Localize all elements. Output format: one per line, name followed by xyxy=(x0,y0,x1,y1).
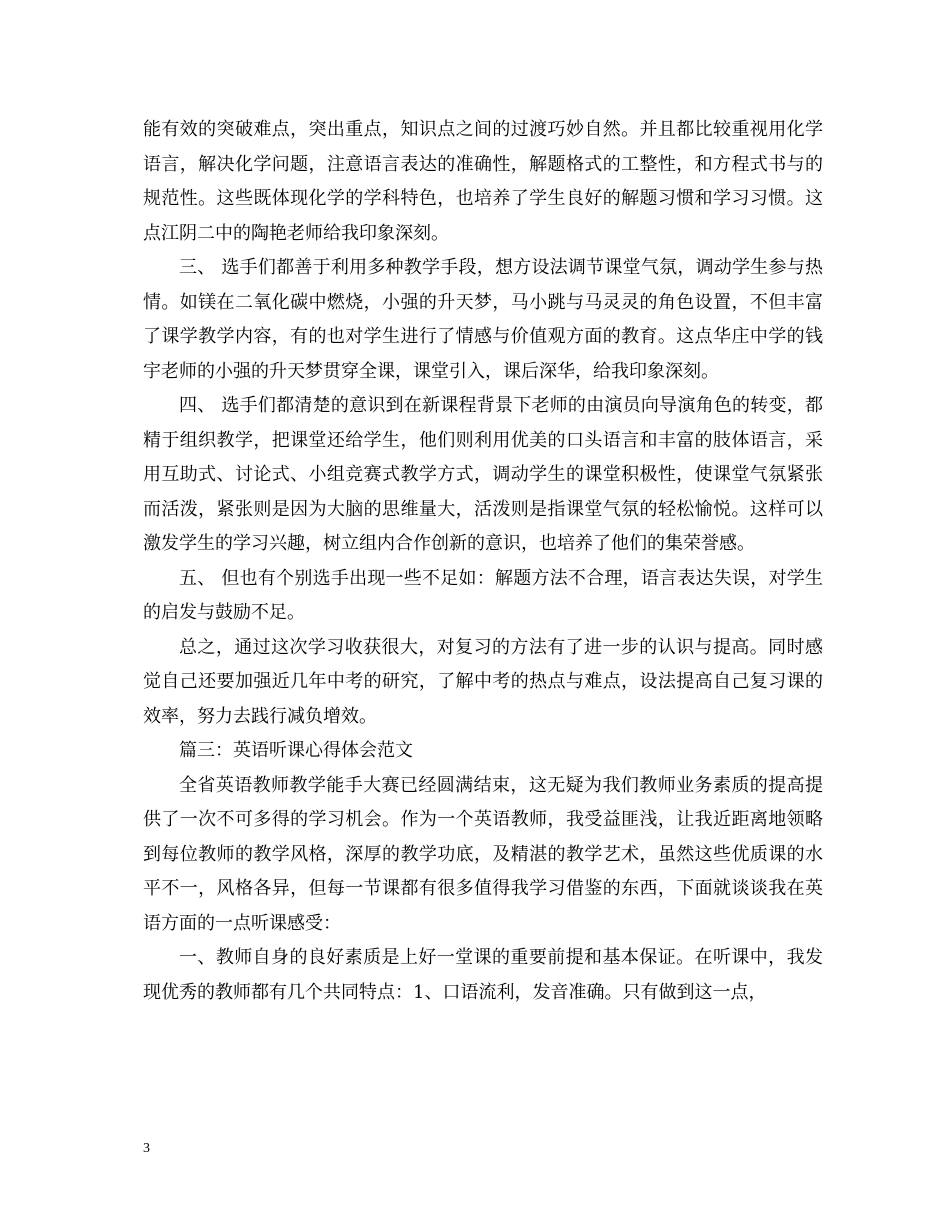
document-body xyxy=(143,113,823,1010)
paragraph-7: 全省英语教师教学能手大赛已经圆满结束，这无疑为我们教师业务素质的提高提供了一次不可多得的学习机会。作为一个英语教师，我受益匪浅，让我近距离地领略到每位教师的教学风格，深厚的教学功底，及精湛的教学艺术，虽然这些优质课的水平不一，风格各异，但每一节课都有很多值得我学习借鉴的东西，下面就谈谈我在英语方面的一点听课感受： xyxy=(143,774,823,934)
page-number: 3 xyxy=(143,1141,150,1156)
paragraph-8: 一、教师自身的良好素质是上好一堂课的重要前提和基本保证。在听课中，我发现优秀的教师都有几个共同特点：1、口语流利，发音准确。只有做到这一点， xyxy=(143,947,823,1003)
paragraph-1: 能有效的突破难点，突出重点，知识点之间的过渡巧妙自然。并且都比较重视用化学语言，解决化学问题，注意语言表达的准确性，解题格式的工整性，和方程式书与的规范性。这些既体现化学的学科特色，也培养了学生良好的解题习惯和学习习惯。这点江阴二中的陶艳老师给我印象深刻。 xyxy=(143,119,823,244)
paragraph-4: 五、 但也有个别选手出现一些不足如：解题方法不合理，语言表达失误，对学生的启发与鼓励不足。 xyxy=(143,567,823,623)
section-heading: 篇三：英语听课心得体会范文 xyxy=(179,740,413,761)
paragraph-2: 三、 选手们都善于利用多种教学手段，想方设法调节课堂气氛，调动学生参与热情。如镁在二氧化碳中燃烧，小强的升天梦，马小跳与马灵灵的角色设置，不但丰富了课学教学内容，有的也对学生进行了情感与价值观方面的教育。这点华庄中学的钱宇老师的小强的升天梦贯穿全课，课堂引入，课后深华，给我印象深刻。 xyxy=(143,257,823,382)
paragraph-5: 总之，通过这次学习收获很大，对复习的方法有了进一步的认识与提高。同时感觉自己还要加强近几年中考的研究，了解中考的热点与难点，设法提高自己复习课的效率，努力去践行减负增效。 xyxy=(143,636,823,727)
paragraph-3: 四、 选手们都清楚的意识到在新课程背景下老师的由演员向导演角色的转变，都精于组织教学，把课堂还给学生，他们则利用优美的口头语言和丰富的肢体语言，采用互助式、讨论式、小组竞赛式教学方式，调动学生的课堂积极性，使课堂气氛紧张而活泼，紧张则是因为大脑的思维量大，活泼则是指课堂气氛的轻松愉悦。这样可以激发学生的学习兴趣，树立组内合作创新的意识，也培养了他们的集荣誉感。 xyxy=(143,395,823,554)
